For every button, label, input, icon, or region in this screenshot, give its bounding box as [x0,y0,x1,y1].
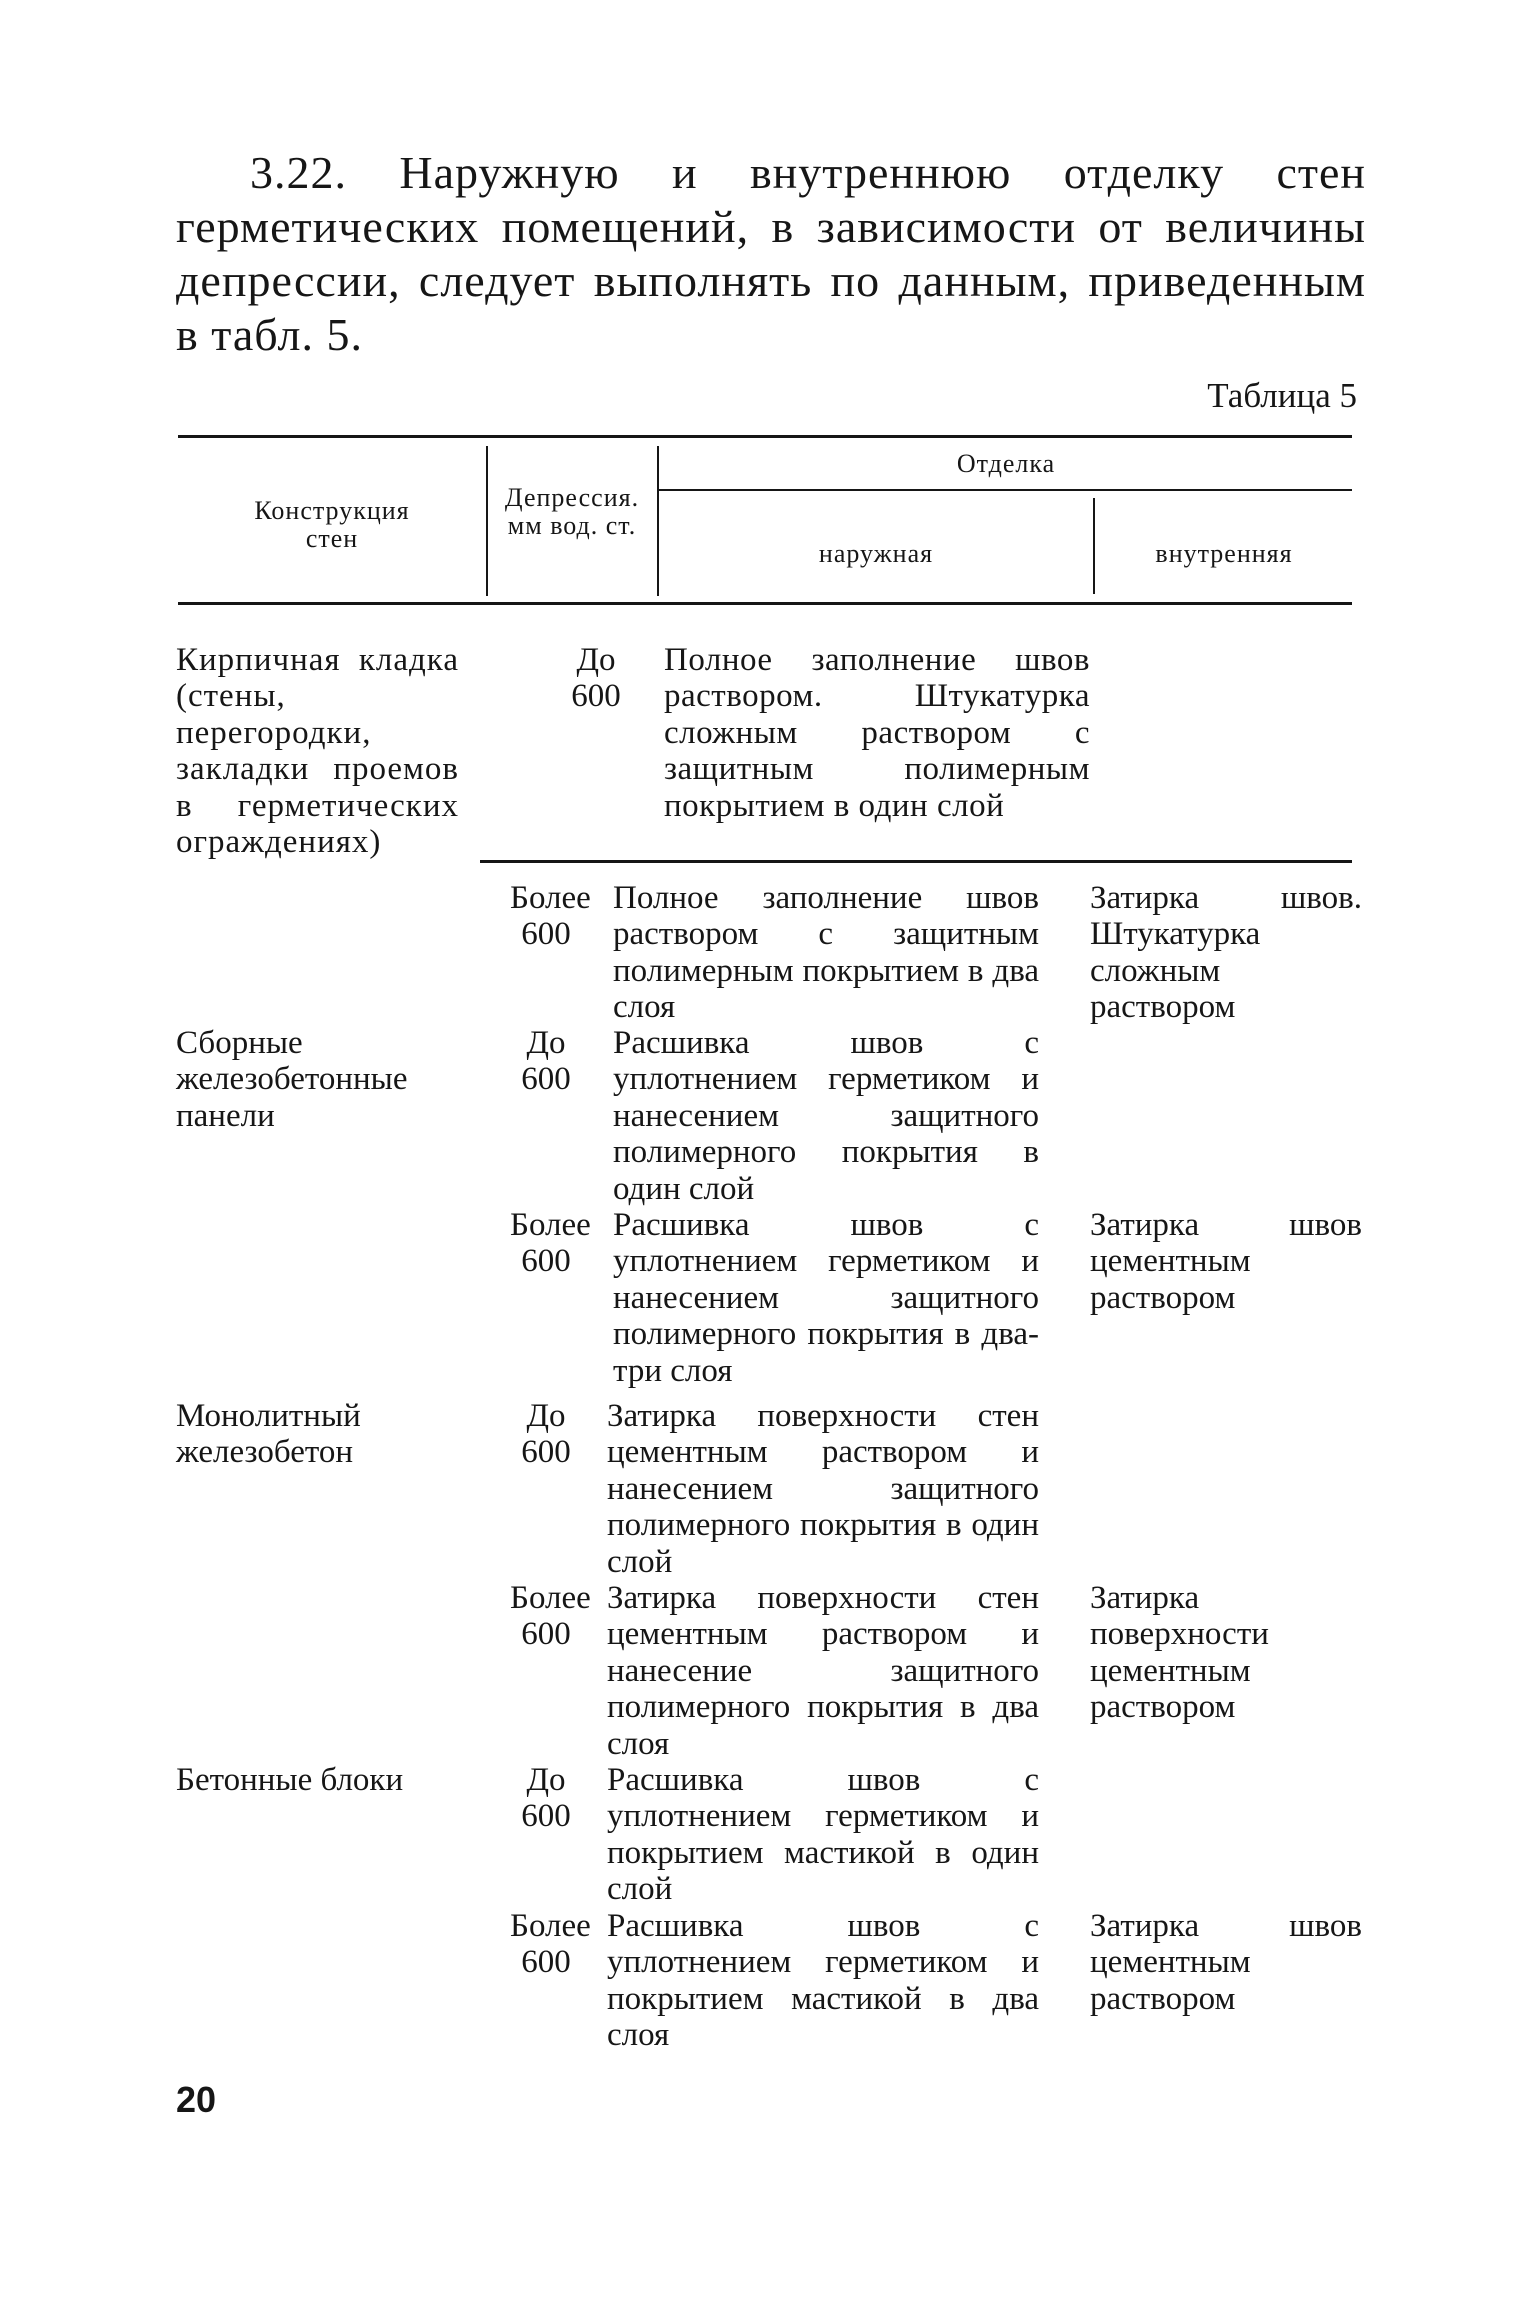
depression-cell [560,642,632,715]
header-divider-2 [657,446,659,596]
header-finish: Отделка [956,449,1056,478]
header-outer: наружная [818,539,934,568]
depression-cell [510,1025,582,1098]
header-construction: Конструкция стен [254,496,410,553]
header-inner: внутренняя [1155,539,1293,568]
outer-finish-cell: Расшивка швов с уплотнением герметиком и нанесением защитного полимерного покрытия в два-три слоя [613,1207,1039,1389]
construction-cell: Бетонные блоки [176,1762,404,1798]
depression-value: До 600 [571,642,621,715]
depression-value: Более 600 [510,1908,591,1981]
depression-value: До 600 [521,1398,571,1471]
table-top-rule [178,435,1352,438]
outer-finish-cell: Затирка поверхности стен цементным раствором и нанесение защитного полимерного покрытия в два слоя [607,1580,1039,1762]
depression-cell [510,1398,582,1471]
outer-finish-cell: Полное заполнение швов раствором с защитным полимерным покрытием в два слоя [613,880,1039,1026]
header-divider-1 [486,446,488,596]
depression-value: До 600 [521,1762,571,1835]
outer-finish-cell: Расшивка швов с уплотнением герметиком и покрытием мастикой в один слой [607,1762,1039,1908]
depression-value: Более 600 [510,1580,591,1653]
outer-finish-cell: Расшивка швов с уплотнением герметиком и нанесением защитного полимерного покрытия в один слой [613,1025,1039,1207]
header-depression: Депрессия. мм вод. ст. [504,483,640,540]
depression-cell [510,880,591,953]
inner-finish-cell: Затирка швов цементным раствором [1090,1207,1362,1316]
outer-finish-cell: Расшивка швов с уплотнением герметиком и покрытием мастикой в два слоя [607,1908,1039,2054]
construction-cell: Сборные железобетонные панели [176,1025,408,1134]
depression-value: Более 600 [510,1207,591,1280]
construction-cell: Кирпичная кладка (стены, перегородки, закладки проемов в герметических ограждениях) [176,642,459,861]
inner-finish-cell: Затирка швов. Штукатурка сложным раствором [1090,880,1362,1026]
construction-cell: Монолитный железобетон [176,1398,361,1471]
depression-cell [510,1580,591,1653]
table-caption: Таблица 5 [1207,376,1357,415]
outer-finish-cell: Полное заполнение швов раствором. Штукатурка сложным раствором с защитным полимерным покрытием в один слой [664,642,1090,824]
page-number: 20 [176,2079,217,2120]
depression-cell [510,1207,591,1280]
depression-value: До 600 [521,1025,571,1098]
depression-value: Более 600 [510,880,591,953]
inner-finish-cell: Затирка поверхности цементным раствором [1090,1580,1269,1726]
finish-subheader-rule [658,489,1352,491]
outer-finish-cell: Затирка поверхности стен цементным раствором и нанесением защитного полимерного покрытия в один слой [607,1398,1039,1580]
depression-cell [510,1762,582,1835]
paragraph-3-22: 3.22. Наружную и внутреннюю отделку стен герметических помещений, в зависимости от величины депрессии, следует выполнять по данным, приведенным в табл. 5. [176,147,1366,360]
inner-finish-cell: Затирка швов цементным раствором [1090,1908,1362,2017]
header-bottom-rule [178,602,1352,605]
row-separator-rule [480,860,1352,863]
header-divider-3 [1093,498,1095,594]
depression-cell [510,1908,591,1981]
